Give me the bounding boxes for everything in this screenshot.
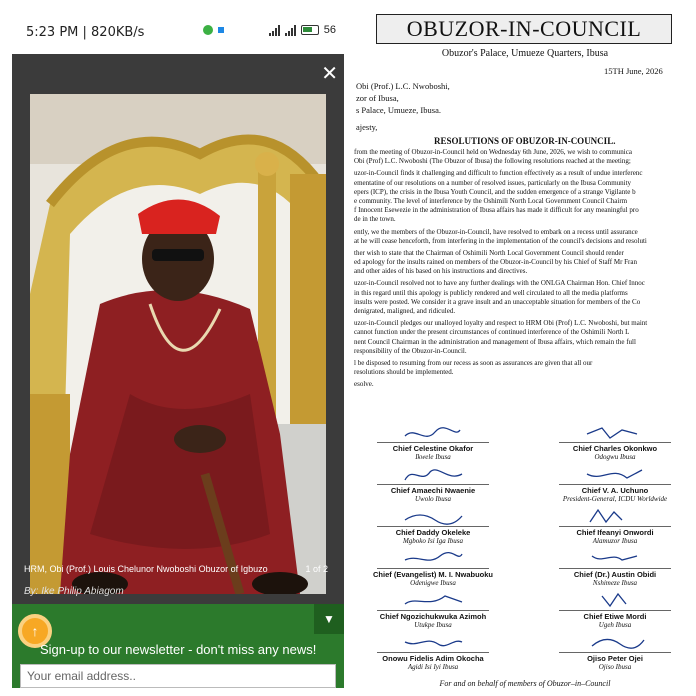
signatory-name: Chief Etiwe Mordi	[583, 612, 647, 621]
paragraph-line: ently, we the members of the Obuzor-in-Council, have resolved to embark on a recess until assurance	[354, 227, 638, 236]
resolution-letter	[354, 6, 696, 696]
signature-line	[377, 652, 489, 653]
letterhead-address: Obuzor's Palace, Umueze Quarters, Ibusa	[441, 48, 609, 59]
letter-paragraph	[354, 249, 696, 277]
letterhead-title: OBUZOR-IN-COUNCIL	[376, 14, 672, 44]
signature-line	[559, 526, 671, 527]
signatory	[540, 424, 690, 461]
newsletter-bar	[12, 604, 344, 688]
handwritten-signature	[580, 592, 650, 610]
photo-illustration	[30, 94, 326, 594]
signatory	[540, 550, 690, 587]
newsletter-text: Sign-up to our newsletter - don't miss any news!	[40, 642, 317, 657]
recipient-block	[356, 80, 450, 116]
handwritten-signature	[580, 550, 650, 568]
signature-line	[559, 484, 671, 485]
letter-body	[354, 148, 696, 393]
paragraph-line: esolve.	[354, 380, 374, 389]
image-lightbox	[12, 54, 344, 604]
handwritten-signature	[580, 424, 650, 442]
signature-line	[559, 568, 671, 569]
up-arrow-icon[interactable]: ↑	[18, 614, 52, 648]
paragraph-line: and other aides of his based on his instructions and directives.	[354, 267, 528, 276]
photo-monarch-on-throne	[30, 94, 326, 594]
signatory	[358, 634, 508, 671]
paragraph-line: de in the town.	[354, 215, 396, 224]
signatory	[540, 466, 690, 503]
signatory-name: Chief Ifeanyi Onwordi	[576, 528, 654, 537]
paragraph-line: uzor-in-Council finds it challenging and difficult to function effectively as a result of undue interferenc	[354, 169, 643, 178]
letter-paragraph	[354, 228, 696, 246]
battery-icon	[301, 25, 319, 35]
signatory	[358, 550, 508, 587]
paragraph-line: at he will cease henceforth, from interfering in the implementation of the council's decisions and resoluti	[354, 236, 647, 245]
signal-2-icon	[285, 25, 296, 36]
signature-line	[377, 442, 489, 443]
photo-byline: By: Ike Philip Abiagom	[24, 586, 124, 597]
signature-line	[377, 484, 489, 485]
signature-line	[559, 442, 671, 443]
handwritten-signature	[398, 634, 468, 652]
letter-heading: RESOLUTIONS OF OBUZOR-IN-COUNCIL.	[434, 136, 616, 146]
handwritten-signature	[580, 466, 650, 484]
handwritten-signature	[398, 592, 468, 610]
signatory	[358, 592, 508, 629]
signature-line	[559, 610, 671, 611]
photo-caption: HRM, Obi (Prof.) Louis Chelunor Nwoboshi Obuzor of Igbuzo	[24, 564, 268, 574]
signatory	[540, 592, 690, 629]
paragraph-line: ementatine of our resolutions on a number of resolved issues, particularly on the Ibusa Community	[354, 178, 632, 187]
paragraph-line: resolutions should be implemented.	[354, 368, 454, 377]
battery-percent: 56	[323, 24, 336, 36]
handwritten-signature	[580, 634, 650, 652]
paragraph-line: ed apology for the insults rained on members of the Obuzor-in-Council by his Chief of Staff Mr Fran	[354, 258, 637, 267]
signature-line	[559, 652, 671, 653]
status-icons	[203, 24, 336, 36]
signatory	[358, 424, 508, 461]
recipient-line: zor of Ibusa,	[356, 93, 399, 103]
paragraph-line: nent Council Chairman in the administration and management of Ibusa affairs, which remain the full	[354, 337, 636, 346]
handwritten-signature	[398, 466, 468, 484]
signatory	[358, 508, 508, 545]
signatory-title: Utukpe Ibusa	[414, 621, 452, 629]
signatory-name: Chief (Dr.) Austin Obidi	[573, 570, 657, 579]
signatory-title: Ojiso Ibusa	[598, 663, 632, 671]
handwritten-signature	[398, 508, 468, 526]
signatory-title: Uwolo Ibusa	[415, 495, 451, 503]
email-input[interactable]	[20, 664, 336, 688]
signatory-name: Ojiso Peter Ojei	[587, 654, 643, 663]
signatory-title: Ugeh Ibusa	[598, 621, 632, 629]
salutation: ajesty,	[356, 122, 378, 132]
signatory-name: Onowu Fidelis Adim Okocha	[382, 654, 484, 663]
signature-line	[377, 568, 489, 569]
signatory-title: Odogwu Ibusa	[594, 453, 636, 461]
letter-paragraph	[354, 359, 696, 377]
paragraph-line: in this regard until this apology is publicly rendered and well circulated to all the media platforms	[354, 288, 628, 297]
status-bar	[12, 12, 344, 54]
signature-line	[377, 610, 489, 611]
signatory-name: Chief V. A. Uchuno	[581, 486, 649, 495]
signatory-name: Chief Daddy Okeleke	[395, 528, 471, 537]
signatory-title: Ikwele Ibusa	[415, 453, 451, 461]
notification-dot-icon	[218, 27, 224, 33]
paragraph-line: from the meeting of Obuzor-in-Council held on Wednesday 6th June, 2026, we wish to communica	[354, 148, 632, 156]
signatory-name: Chief (Evangelist) M. I. Nwabuoku	[372, 570, 493, 579]
letter-paragraph	[354, 319, 696, 356]
signatory-title: Agidi Isi Iyi Ibusa	[407, 663, 459, 671]
letter-paragraph	[354, 380, 696, 389]
paragraph-line: responsibility of the Obuzor-in-Council.	[354, 346, 467, 355]
signatory-title: Alamuzor Ibusa	[592, 537, 638, 545]
handwritten-signature	[398, 550, 468, 568]
paragraph-line: epers (ICP), the crisis in the Ibusa Youth Council, and the sudden emergence of a strange Vigilante b	[354, 187, 636, 196]
whatsapp-icon	[203, 25, 213, 35]
paragraph-line: e community. The level of interference by the Oshimili North Local Government Council Chairm	[354, 196, 628, 205]
recipient-line: s Palace, Umueze, Ibusa.	[356, 105, 441, 115]
signature-line	[377, 526, 489, 527]
paragraph-line: uzor-in-Council pledges our unalloyed loyalty and respect to HRM Obi (Prof) L.C. Nwoboshi, but maint	[354, 319, 648, 328]
letter-footer: For and on behalf of members of Obuzor–in–Council	[439, 679, 611, 688]
handwritten-signature	[398, 424, 468, 442]
signatory-name: Chief Ngozichukwuka Azimoh	[379, 612, 487, 621]
letter-paragraph	[354, 148, 696, 166]
paragraph-line: ther wish to state that the Chairman of Oshimili North Local Government Council should render	[354, 248, 624, 257]
letter-paragraph	[354, 169, 696, 224]
paragraph-line: uzor-in-Council resolved not to have any further dealings with the ONLGA Chairman Hon. Chief Innoc	[354, 279, 645, 288]
signatory	[540, 634, 690, 671]
signatory-title: Odenigwe Ibusa	[410, 579, 456, 587]
signatory	[358, 466, 508, 503]
close-icon[interactable]: ✕	[321, 63, 338, 85]
letter-date: 15TH June, 2026	[604, 66, 663, 76]
signatory-name: Chief Celestine Okafor	[392, 444, 474, 453]
signatory	[540, 508, 690, 545]
paragraph-line: insults were posted. We consider it a grave insult and an unacceptable situation for members of the Co	[354, 297, 641, 306]
signatory-name: Chief Charles Okonkwo	[572, 444, 658, 453]
paragraph-line: denigrated, maligned, and ridiculed.	[354, 307, 456, 315]
triangle-down-icon[interactable]: ▼	[314, 604, 344, 634]
signatory-title: Mgboko Isi Iga Ibusa	[402, 537, 464, 545]
signatory-title: Nshimeze Ibusa	[592, 579, 638, 587]
handwritten-signature	[580, 508, 650, 526]
paragraph-line: cannot function under the present circumstances of continued interference of the Oshimili North L	[354, 328, 630, 337]
status-time: 5:23 PM | 820KB/s	[26, 25, 145, 40]
signal-icon	[269, 25, 280, 36]
signatory-name: Chief Amaechi Nwaenie	[390, 486, 476, 495]
phone-screenshot	[12, 12, 344, 688]
recipient-line: Obi (Prof.) L.C. Nwoboshi,	[356, 81, 450, 91]
letter-paragraph	[354, 279, 696, 316]
paragraph-line: f Innocent Esewezie in the administration of Ibusa affairs has made it difficult for any meaningful pro	[354, 206, 639, 215]
paragraph-line: Obi (Prof) L.C. Nwoboshi (The Obuzor of Ibusa) the following resolutions reached at the meeting;	[354, 157, 631, 166]
signatory-title: President-General, ICDU Worldwide	[562, 495, 668, 503]
photo-counter: 1 of 2	[305, 564, 328, 574]
paragraph-line: l be disposed to resuming from our recess as soon as assurances are given that all our	[354, 358, 593, 367]
